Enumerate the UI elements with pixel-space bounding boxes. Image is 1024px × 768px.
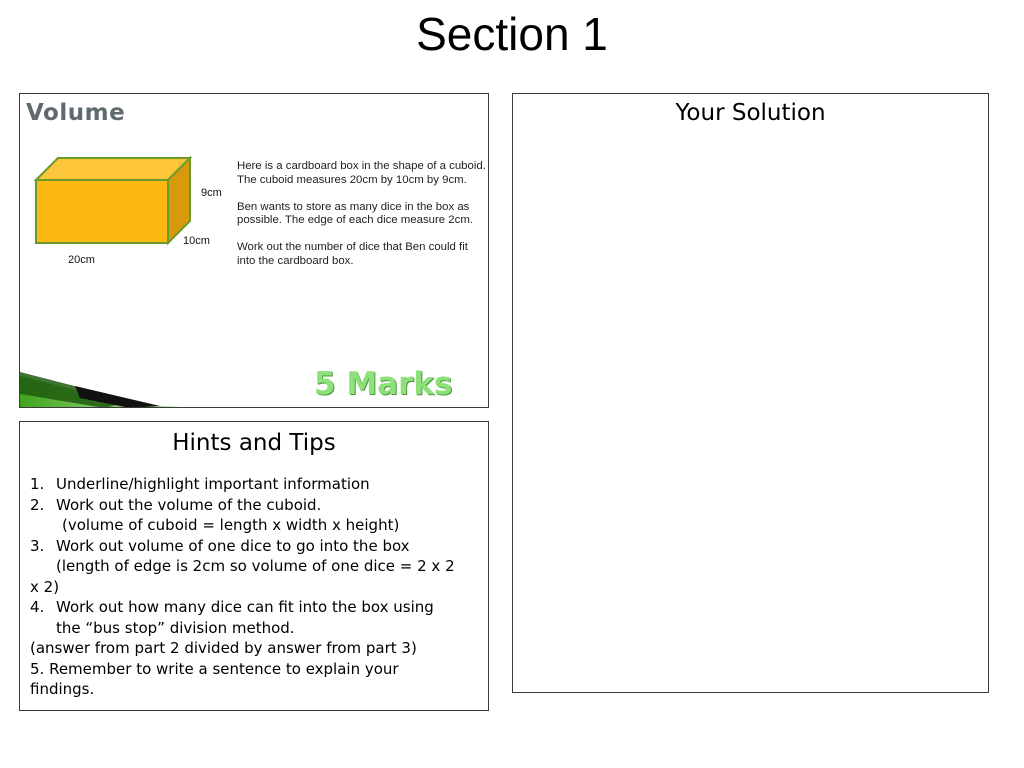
hint-item <box>30 597 480 618</box>
cuboid-illustration <box>20 94 220 254</box>
length-label: 20cm <box>68 254 95 266</box>
hint-number: 2. <box>30 495 45 514</box>
hint-text: Work out how many dice can fit into the box using <box>56 598 434 616</box>
hint-item <box>30 536 480 557</box>
hint-continuation: (length of edge is 2cm so volume of one dice = 2 x 2 <box>56 557 455 575</box>
hint-item: 5. Remember to write a sentence to explain your <box>30 659 399 678</box>
problem-panel <box>19 93 489 408</box>
page-title: Section 1 <box>416 8 608 60</box>
problem-paragraph: Work out the number of dice that Ben could fit into the cardboard box. <box>237 241 468 267</box>
problem-text <box>237 160 487 282</box>
hints-heading: Hints and Tips <box>172 430 336 456</box>
hints-panel <box>19 421 489 711</box>
hint-continuation: findings. <box>30 680 95 698</box>
cuboid-top-face <box>36 158 190 180</box>
hint-number: 4. <box>30 598 45 616</box>
hint-item <box>30 495 480 516</box>
decorative-swoosh <box>20 364 220 408</box>
hint-number: 3. <box>30 536 45 555</box>
width-label: 10cm <box>183 235 210 247</box>
solution-heading: Your Solution <box>675 100 826 126</box>
marks-label: 5 Marks <box>314 366 453 402</box>
problem-heading: Volume <box>26 100 126 126</box>
solution-panel[interactable] <box>512 93 989 693</box>
hint-text: Work out volume of one dice to go into the box <box>56 536 410 555</box>
hint-continuation: the “bus stop” division method. <box>56 618 295 637</box>
hint-item <box>30 474 480 495</box>
cuboid-front-face <box>36 180 168 243</box>
hint-text: Underline/highlight important information <box>56 475 370 493</box>
hint-continuation: (answer from part 2 divided by answer from part 3) <box>30 639 417 657</box>
hint-continuation: (volume of cuboid = length x width x height) <box>62 516 400 534</box>
hints-list <box>30 474 480 700</box>
hint-number: 1. <box>30 475 45 493</box>
problem-paragraph: Here is a cardboard box in the shape of a cuboid. The cuboid measures 20cm by 10cm by 9cm. <box>237 160 486 186</box>
height-label: 9cm <box>201 187 222 199</box>
problem-paragraph: Ben wants to store as many dice in the box as possible. The edge of each dice measure 2cm. <box>237 200 473 227</box>
hint-continuation: x 2) <box>30 577 60 596</box>
hint-text: Work out the volume of the cuboid. <box>56 495 322 514</box>
